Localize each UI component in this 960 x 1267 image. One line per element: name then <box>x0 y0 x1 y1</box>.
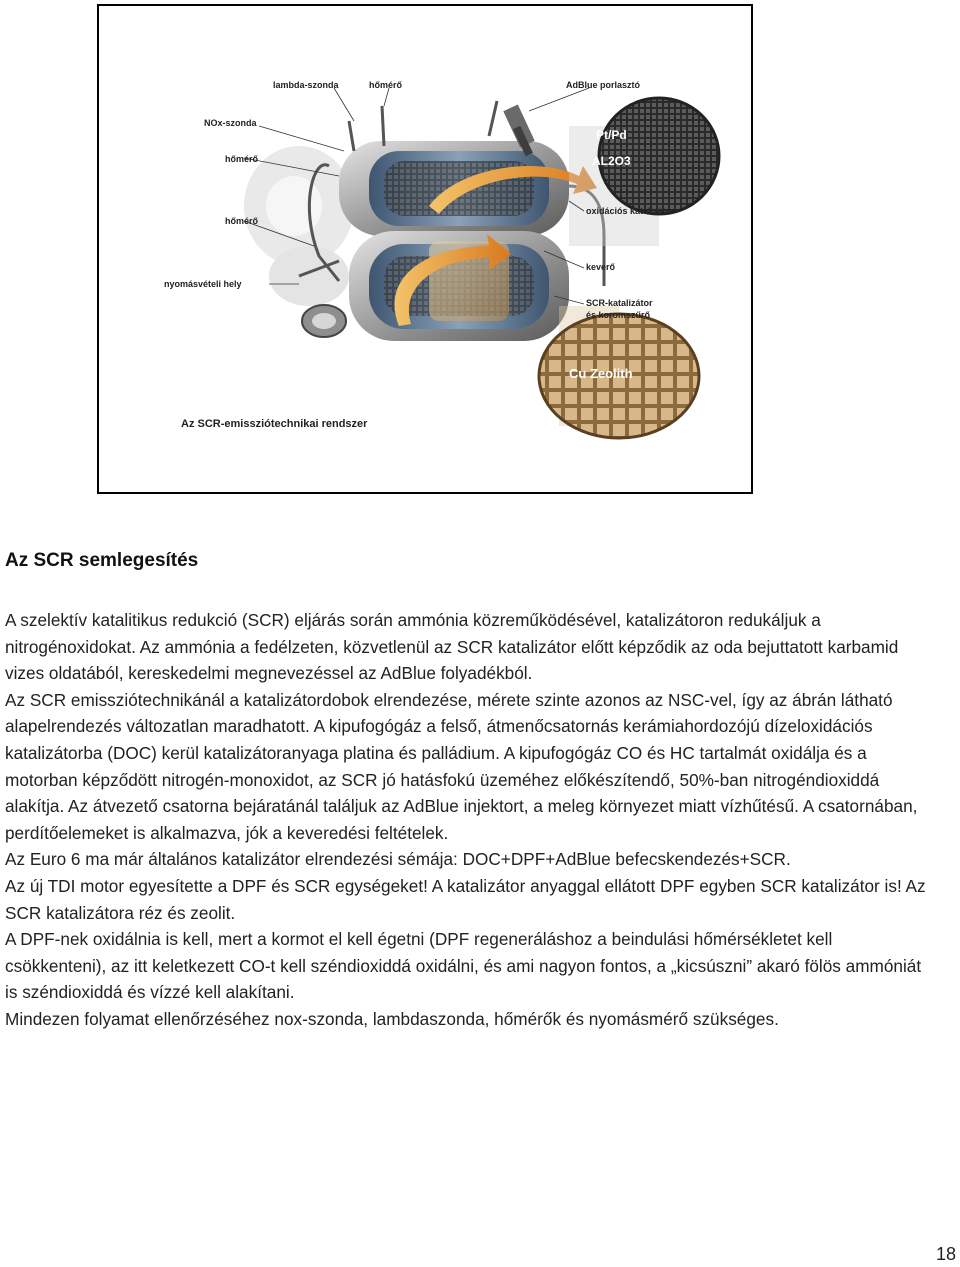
label-lambda-sensor: lambda-szonda <box>273 80 339 90</box>
label-adblue-injector: AdBlue porlasztó <box>566 80 641 90</box>
section-heading: Az SCR semlegesítés <box>5 550 199 571</box>
paragraph-dpf: A DPF-nek oxidálnia is kell, mert a kormot el kell égetni (DPF regeneráláshoz a beindulási hőmérsékletet kell csökkenteni), az itt keletkezett CO-t kell széndioxiddá oxidálni, és ami nagyon fontos, a „kicsúszni” akaró fölös ammóniát is széndioxiddá és vízzé kell alakítani. <box>5 929 922 1003</box>
paragraph-sensors: Mindezen folyamat ellenőrzéséhez nox-szonda, lambdaszonda, hőmérők és nyomásmérő szükséges. <box>5 1008 779 1029</box>
figure-caption: Az SCR-emissziótechnikai rendszer <box>181 418 368 430</box>
paragraph-euro6: Az Euro 6 ma már általános katalizátor elrendezési sémája: DOC+DPF+AdBlue befecskendezés+SCR. <box>5 849 791 870</box>
label-scr-catalyst: SCR-katalizátor <box>586 298 653 308</box>
engine-block-graphic <box>244 146 354 306</box>
page-number: 18 <box>935 1244 956 1264</box>
label-mixer: keverő <box>586 262 616 272</box>
paragraph-tdi: Az új TDI motor egyesítette a DPF és SCR egységeket! A katalizátor anyaggal ellátott DPF egyben SCR katalizátor is! Az SCR katalizátora réz és zeolit. <box>5 875 926 923</box>
doc-inset-graphic <box>569 98 719 246</box>
label-oxidation-catalyst: oxidációs katalizátor <box>586 206 675 216</box>
paragraph-doc-description: Az SCR emissziótechnikánál a katalizátordobok elrendezése, mérete szinte azonos az NSC-vel, így az ábrán látható alapelrendezés változatlan maradhatott. A kipufogógáz a felső, átmenőcsatornás kerámiahordozójú dízeloxidációs katalizátorba (DOC) kerül katalizátoranyaga platina és palládium. A kipufogógáz CO és HC tartalmát oxidálja és a motorban képződött nitrogén-monoxidot, az SCR jó hatásfokú üzeméhez előkészítendő, 50%-ban nitrogéndioxiddá alakítja. Az átvezető csatorna bejáratánál találjuk az AdBlue injektort, a meleg környezet miatt vízhűtésű. A csatornában, perdítőelemeket is alkalmazva, jók a keveredési feltételek. <box>5 689 918 843</box>
label-al2o3: AL2O3 <box>592 154 631 168</box>
paragraph-scr-intro: A szelektív katalitikus redukció (SCR) eljárás során ammónia közreműködésével, katalizátoron redukáljuk a nitrogénoxidokat. Az ammónia a fedélzeten, közvetlenül az SCR katalizátor előtt képződik az oda bejuttatott karbamid vizes oldatából, kereskedelmi megnevezéssel az AdBlue folyadékból. <box>5 610 899 684</box>
label-cu-zeolith: Cu Zeolith <box>569 366 633 381</box>
scr-system-figure <box>97 4 753 494</box>
label-pressure-tap: nyomásvételi hely <box>164 279 242 289</box>
exhaust-flange-graphic <box>302 305 346 337</box>
label-thermometer-top: hőmérő <box>369 80 403 90</box>
label-pt-pd: Pt/Pd <box>596 128 627 142</box>
body-text <box>5 607 930 1033</box>
scr-dpf-canister-graphic <box>349 231 569 341</box>
label-nox-sensor: NOx-szonda <box>204 118 257 128</box>
label-thermometer-1: hőmérő <box>225 154 259 164</box>
label-particle-filter: és koromszűrő <box>586 310 651 320</box>
label-thermometer-2: hőmérő <box>225 216 259 226</box>
